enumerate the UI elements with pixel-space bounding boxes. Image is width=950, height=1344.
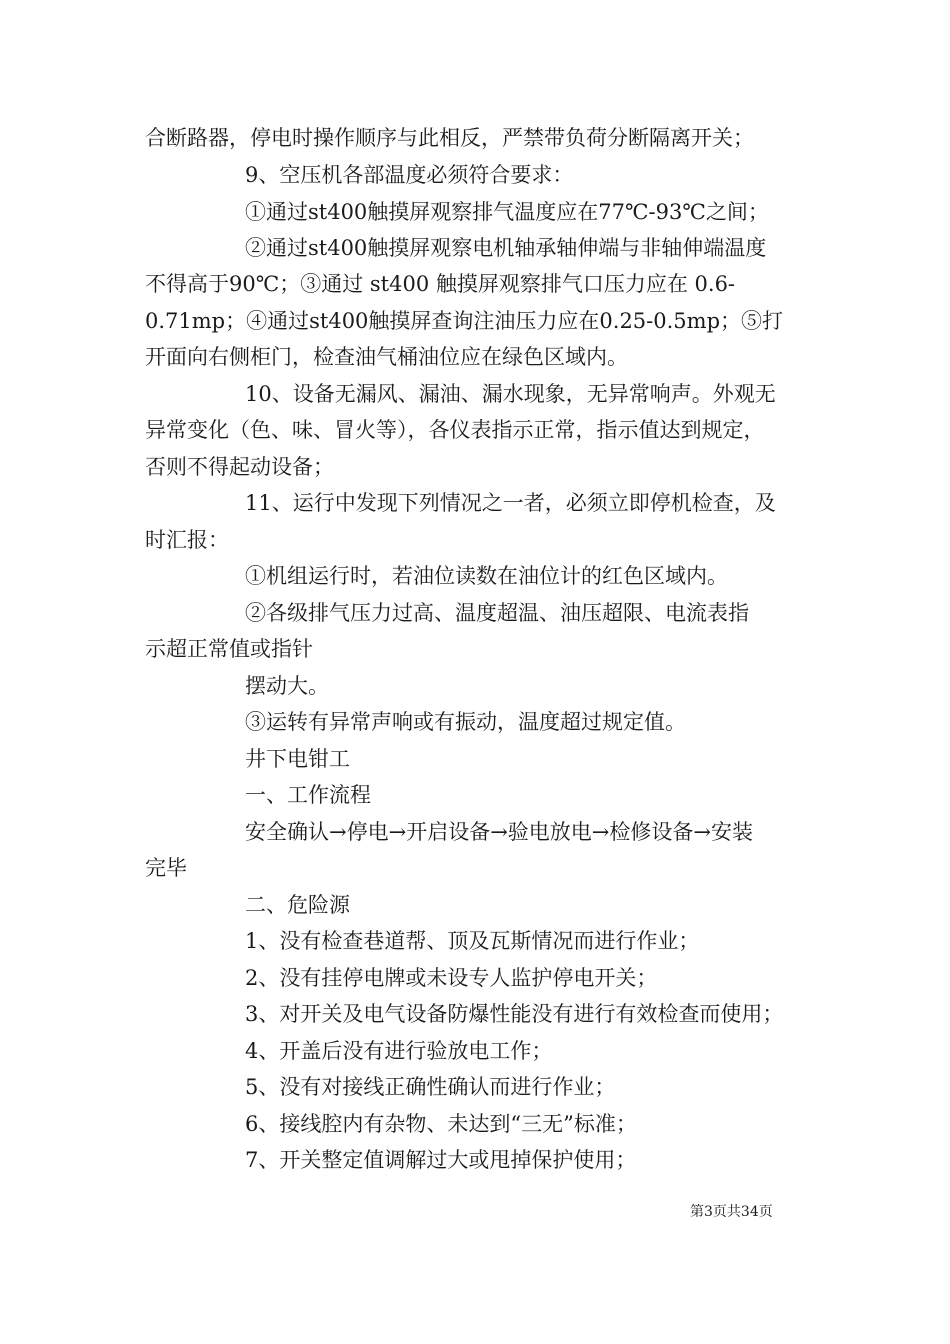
text-line: 0.71mp；④通过st400触摸屏查询注油压力应在0.25-0.5mp；⑤打 <box>145 309 784 333</box>
text-line: ②通过st400触摸屏观察电机轴承轴伸端与非轴伸端温度 <box>245 236 767 260</box>
text-line: 不得高于90℃；③通过 st400 触摸屏观察排气口压力应在 0.6- <box>145 272 736 296</box>
text-line: ③运转有异常声响或有振动，温度超过规定值。 <box>245 710 686 734</box>
page-number: 第3页共34页 <box>690 1204 773 1220</box>
text-line: 示超正常值或指针 <box>145 637 313 661</box>
list-item: 1、没有检查巷道帮、顶及瓦斯情况而进行作业； <box>245 929 700 953</box>
text-line: 10、设备无漏风、漏油、漏水现象，无异常响声。外观无 <box>245 382 776 406</box>
text-line: 异常变化（色、味、冒火等），各仪表指示正常，指示值达到规定， <box>145 418 765 442</box>
text-line: ①通过st400触摸屏观察排气温度应在77℃-93℃之间； <box>245 200 769 224</box>
text-line: 9、空压机各部温度必须符合要求： <box>245 163 574 187</box>
list-item: 3、对开关及电气设备防爆性能没有进行有效检查而使用； <box>245 1002 784 1026</box>
section-title: 井下电钳工 <box>245 747 350 771</box>
text-line: 合断路器，停电时操作顺序与此相反，严禁带负荷分断隔离开关； <box>145 126 754 150</box>
section-heading: 一、工作流程 <box>245 783 371 807</box>
list-item: 7、开关整定值调解过大或甩掉保护使用； <box>245 1148 637 1172</box>
list-item: 5、没有对接线正确性确认而进行作业； <box>245 1075 616 1099</box>
text-line: 11、运行中发现下列情况之一者，必须立即停机检查，及 <box>245 491 776 515</box>
section-heading: 二、危险源 <box>245 893 350 917</box>
text-line: ②各级排气压力过高、温度超温、油压超限、电流表指 <box>245 601 749 625</box>
text-line: ①机组运行时，若油位读数在油位计的红色区域内。 <box>245 564 728 588</box>
text-line: 否则不得起动设备； <box>145 455 334 479</box>
list-item: 2、没有挂停电牌或未设专人监护停电开关； <box>245 966 658 990</box>
text-line: 摆动大。 <box>245 674 329 698</box>
text-line: 安全确认→停电→开启设备→验电放电→检修设备→安装 <box>245 820 753 844</box>
text-line: 开面向右侧柜门，检查油气桶油位应在绿色区域内。 <box>145 345 628 369</box>
text-line: 完毕 <box>145 856 187 880</box>
list-item: 4、开盖后没有进行验放电工作； <box>245 1039 553 1063</box>
text-line: 时汇报： <box>145 528 229 552</box>
list-item: 6、接线腔内有杂物、未达到“三无”标准； <box>245 1112 637 1136</box>
